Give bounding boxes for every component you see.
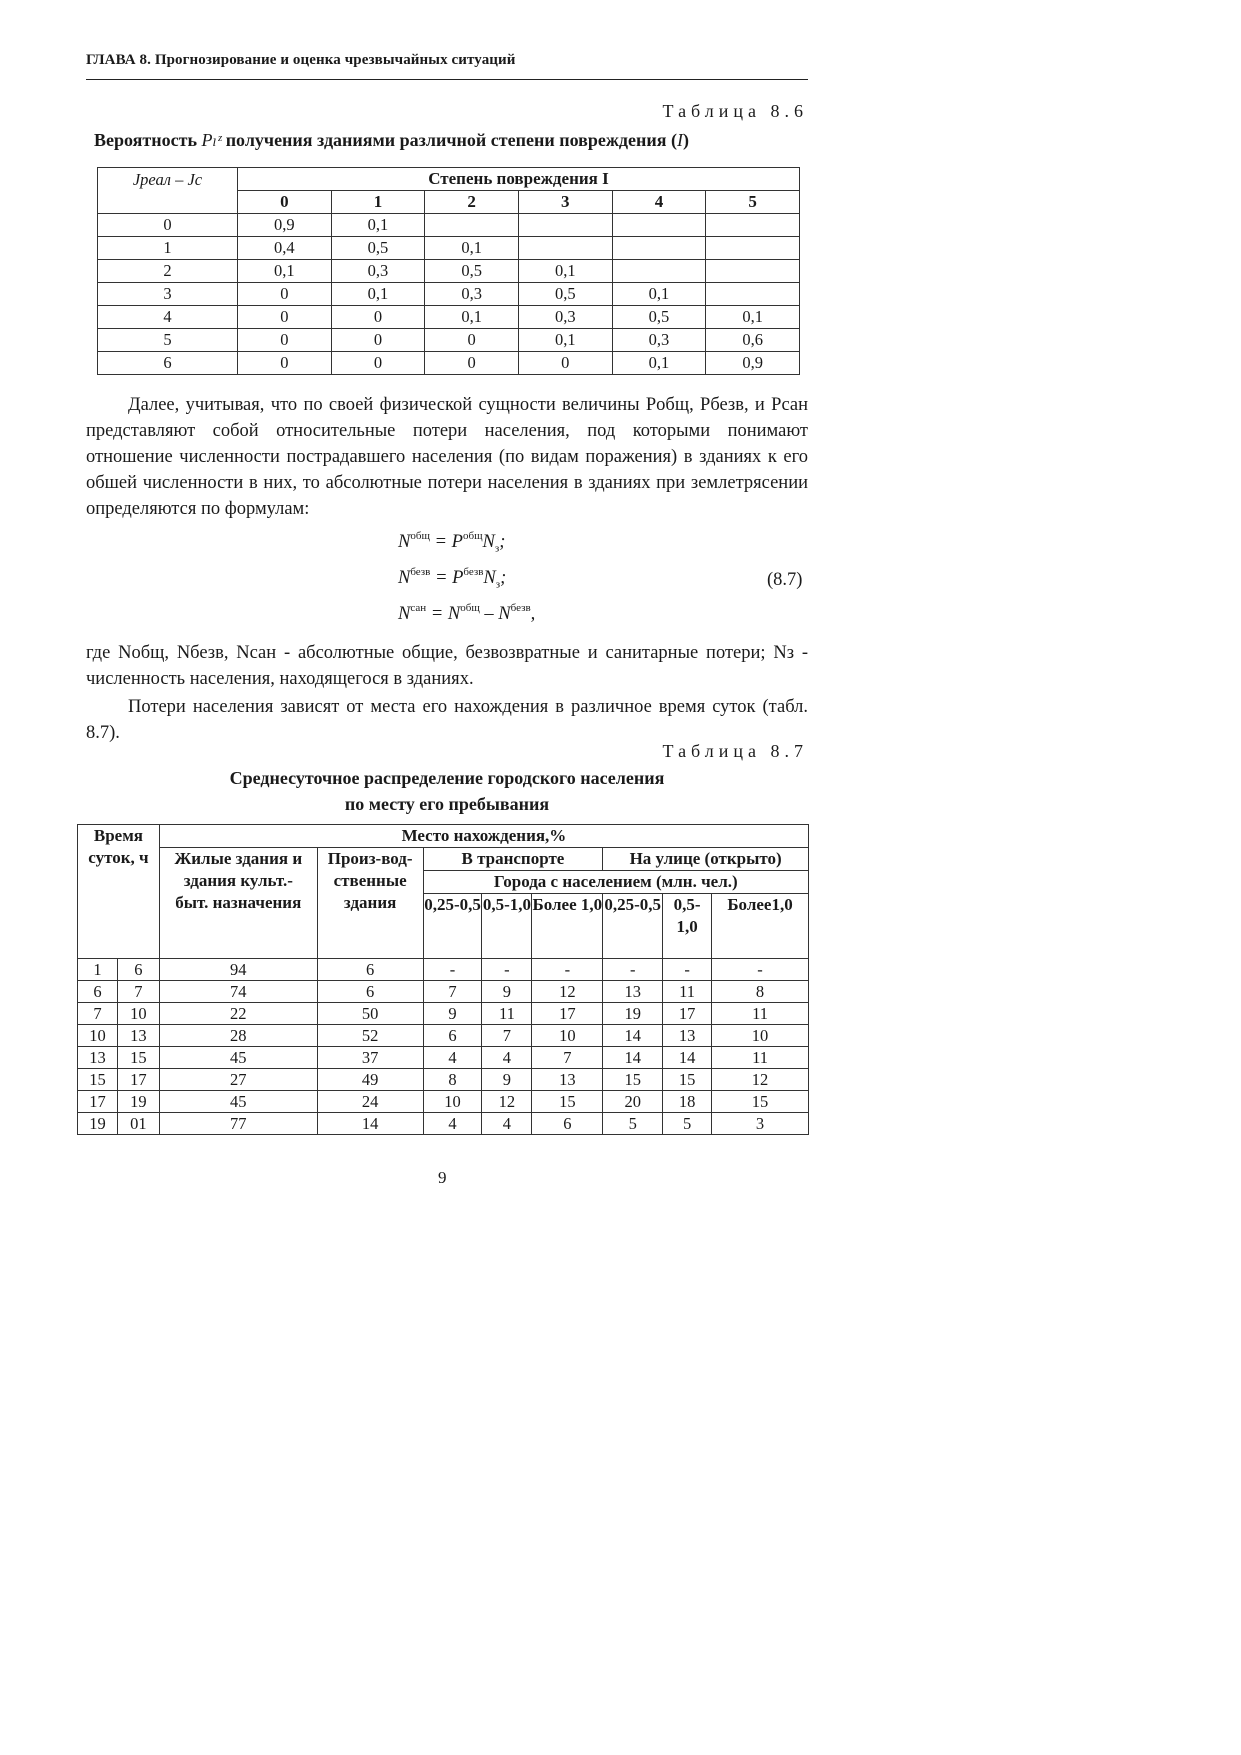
table-row [98,260,800,283]
caption-symbol: Pₗᶻ [201,130,222,150]
table-cell: 20 [603,1091,663,1113]
table-row [98,329,800,352]
table-8-7-label: Таблица 8.7 [662,741,808,761]
table-cell: 77 [159,1113,317,1135]
caption-suffix: получения зданиями различной степени повреждения ( [225,130,677,150]
table-cell: 6 [98,352,238,375]
table-cell: 27 [159,1069,317,1091]
table-cell: 6 [117,959,159,981]
degree-col-header: 5 [706,191,800,214]
equation-number: (8.7) [767,570,803,590]
table-8-6-label: Таблица 8.6 [662,101,808,121]
table-cell [706,214,800,237]
table-cell: 0,1 [518,260,612,283]
table-8-6-caption [94,130,689,151]
table-cell: 0 [425,329,519,352]
table-cell: 0,3 [331,260,425,283]
degree-col-header: 1 [331,191,425,214]
table-cell: 5 [603,1113,663,1135]
city-size-header: 0,5-1,0 [482,894,532,959]
table-cell: 15 [663,1069,712,1091]
table-cell: 0 [98,214,238,237]
page-number: 9 [438,1168,447,1187]
table-cell: 0,1 [612,283,706,306]
place-header: Место нахождения,% [159,825,808,848]
table-cell: 13 [78,1047,118,1069]
degree-col-header: 3 [518,191,612,214]
table-cell: 10 [532,1025,603,1047]
table-cell: 1 [78,959,118,981]
table-cell: 11 [482,1003,532,1025]
table-cell: 4 [482,1047,532,1069]
city-size-header: 0,25-0,5 [423,894,482,959]
table-cell: 45 [159,1047,317,1069]
outdoors-header: На улице (открыто) [603,848,809,871]
caption-symbol-2: I [676,130,683,150]
table-cell [612,260,706,283]
table-cell: 0,4 [238,237,332,260]
table-cell: 6 [78,981,118,1003]
table-row [98,283,800,306]
table-cell: 19 [603,1003,663,1025]
table-cell: 1 [98,237,238,260]
table-cell: 0,1 [238,260,332,283]
table-cell: 0 [331,329,425,352]
table-cell: 0 [331,352,425,375]
paragraph-3: Потери населения зависят от места его нахождения в различное время суток (табл. 8.7). [86,697,808,743]
table-cell: 0,3 [612,329,706,352]
city-size-header: Более 1,0 [532,894,603,959]
table-cell: 15 [603,1069,663,1091]
table-cell: 6 [317,981,423,1003]
caption-line-1: Среднесуточное распределение городского населения [229,768,665,788]
table-row [98,352,800,375]
table-cell: 0,5 [331,237,425,260]
table-row [78,1113,809,1135]
table-cell: 11 [712,1047,809,1069]
table-cell: 0,3 [518,306,612,329]
table-cell: 0 [425,352,519,375]
table-cell: 6 [317,959,423,981]
table-cell: 0,1 [706,306,800,329]
formula-fatal: $N^{безв} = P^{безв}N_з$; [398,566,507,591]
table-cell: 19 [117,1091,159,1113]
table-row [98,214,800,237]
table-cell: 0,1 [425,237,519,260]
table-cell: 14 [663,1047,712,1069]
table-cell: 10 [117,1003,159,1025]
time-header: Время суток, ч [78,825,160,959]
table-cell: 4 [482,1113,532,1135]
table-cell: 0,3 [425,283,519,306]
degree-col-header: 0 [238,191,332,214]
table-cell: 13 [117,1025,159,1047]
table-cell: 6 [532,1113,603,1135]
transport-header: В транспорте [423,848,603,871]
table-cell: 0,1 [612,352,706,375]
table-cell [518,214,612,237]
table-cell: 7 [482,1025,532,1047]
table-cell: 7 [423,981,482,1003]
table-cell: 28 [159,1025,317,1047]
table-8-7 [77,824,809,1135]
table-cell: 7 [117,981,159,1003]
table-cell: - [712,959,809,981]
table-cell: 0,5 [425,260,519,283]
cities-header: Города с населением (млн. чел.) [423,871,808,894]
table-cell: 6 [423,1025,482,1047]
table-cell [706,260,800,283]
table-cell: 0,5 [612,306,706,329]
caption-end: ) [682,130,689,150]
table-cell: 12 [712,1069,809,1091]
table-cell: 17 [78,1091,118,1113]
table-cell: 17 [663,1003,712,1025]
table-row [78,1047,809,1069]
table-cell: 5 [98,329,238,352]
degree-col-header: 4 [612,191,706,214]
table-cell: 15 [712,1091,809,1113]
table-cell [706,283,800,306]
table-cell: 14 [603,1047,663,1069]
table-cell: 17 [117,1069,159,1091]
caption-prefix: Вероятность [94,130,197,150]
table-cell: 14 [603,1025,663,1047]
table-cell: 14 [317,1113,423,1135]
table-cell: 2 [98,260,238,283]
table-cell: 0 [238,352,332,375]
table-cell: 0,1 [425,306,519,329]
table-cell: 0,1 [331,283,425,306]
table-cell: 4 [423,1047,482,1069]
formula-total: $N^{общ} = P^{общ}N_з$; [398,530,506,555]
table-cell: 45 [159,1091,317,1113]
table-cell: 12 [482,1091,532,1113]
table-cell: 8 [423,1069,482,1091]
table-cell: 0 [238,283,332,306]
paragraph-2: где Nобщ, Nбезв, Nсан - абсолютные общие, безвозвратные и санитарные потери; Nз - численность населения, находящегося в зданиях. [86,643,808,689]
table-cell: 7 [532,1047,603,1069]
table-row [78,1025,809,1047]
table-row [78,981,809,1003]
table-cell: 0,9 [238,214,332,237]
table-cell: - [532,959,603,981]
table-cell [612,237,706,260]
table-cell: 15 [117,1047,159,1069]
table-cell: 9 [482,981,532,1003]
table-cell: 3 [98,283,238,306]
table-cell: 15 [78,1069,118,1091]
table-cell: - [423,959,482,981]
table-row [78,959,809,981]
city-size-header: 0,5-1,0 [663,894,712,959]
table-cell: 11 [712,1003,809,1025]
table-cell: 4 [98,306,238,329]
running-header: ГЛАВА 8. Прогнозирование и оценка чрезвычайных ситуаций [86,52,516,68]
table-cell: 13 [532,1069,603,1091]
table-cell: 0 [238,306,332,329]
table-row [98,237,800,260]
city-size-header: Более1,0 [712,894,809,959]
table-cell: 37 [317,1047,423,1069]
city-size-header: 0,25-0,5 [603,894,663,959]
table-row [78,1003,809,1025]
table-cell: 24 [317,1091,423,1113]
table-cell: - [482,959,532,981]
table-row [98,306,800,329]
table-cell: 7 [78,1003,118,1025]
table-cell: 50 [317,1003,423,1025]
table-cell: 49 [317,1069,423,1091]
table-cell: 0,5 [518,283,612,306]
table-cell: 52 [317,1025,423,1047]
industrial-header: Произ-вод-ственные здания [317,848,423,959]
formula-sanitary: $N^{сан} = N^{общ} - N^{безв}$, [398,602,536,624]
table-cell [612,214,706,237]
table-cell: 11 [663,981,712,1003]
table-row [78,1091,809,1113]
table-cell: 9 [482,1069,532,1091]
residential-header: Жилые здания и здания культ.-быт. назначения [159,848,317,959]
header-rule [86,79,808,80]
table-cell: 13 [663,1025,712,1047]
table-cell: 0 [331,306,425,329]
table-cell: 0,6 [706,329,800,352]
table-cell: 10 [423,1091,482,1113]
table-cell [518,237,612,260]
table-8-7-caption [86,765,808,817]
degree-col-header: 2 [425,191,519,214]
table-cell: 0,1 [331,214,425,237]
table-cell: - [603,959,663,981]
table-cell: 0,9 [706,352,800,375]
table-cell: 94 [159,959,317,981]
table-cell: 22 [159,1003,317,1025]
table-cell: 19 [78,1113,118,1135]
table-cell [706,237,800,260]
table-cell: 9 [423,1003,482,1025]
table-cell: 15 [532,1091,603,1113]
table-cell: 12 [532,981,603,1003]
table-cell: - [663,959,712,981]
damage-degree-header: Степень повреждения I [238,168,800,191]
table-cell: 0 [238,329,332,352]
table-cell: 10 [712,1025,809,1047]
table-cell: 17 [532,1003,603,1025]
table-cell: 3 [712,1113,809,1135]
table-cell: 74 [159,981,317,1003]
caption-line-2: по месту его пребывания [344,794,550,814]
table-cell: 0 [518,352,612,375]
table-cell: 4 [423,1113,482,1135]
table-cell: 13 [603,981,663,1003]
table-cell [425,214,519,237]
table-8-6 [97,167,800,375]
table-cell: 5 [663,1113,712,1135]
table-cell: 8 [712,981,809,1003]
table-cell: 0,1 [518,329,612,352]
corner-header: Jреал – Jс [98,168,238,214]
paragraph-1: Далее, учитывая, что по своей физической сущности величины Pобщ, Pбезв, и Pсан представляют собой относительные потери населения, под которыми понимают отношение численности пострадавшего населения (по видам поражения) в зданиях к его обшей численности в них, то абсолютные потери населения в зданиях при землетрясении определяются по формулам: [86,395,808,519]
table-row [78,1069,809,1091]
table-cell: 01 [117,1113,159,1135]
table-cell: 18 [663,1091,712,1113]
table-cell: 10 [78,1025,118,1047]
